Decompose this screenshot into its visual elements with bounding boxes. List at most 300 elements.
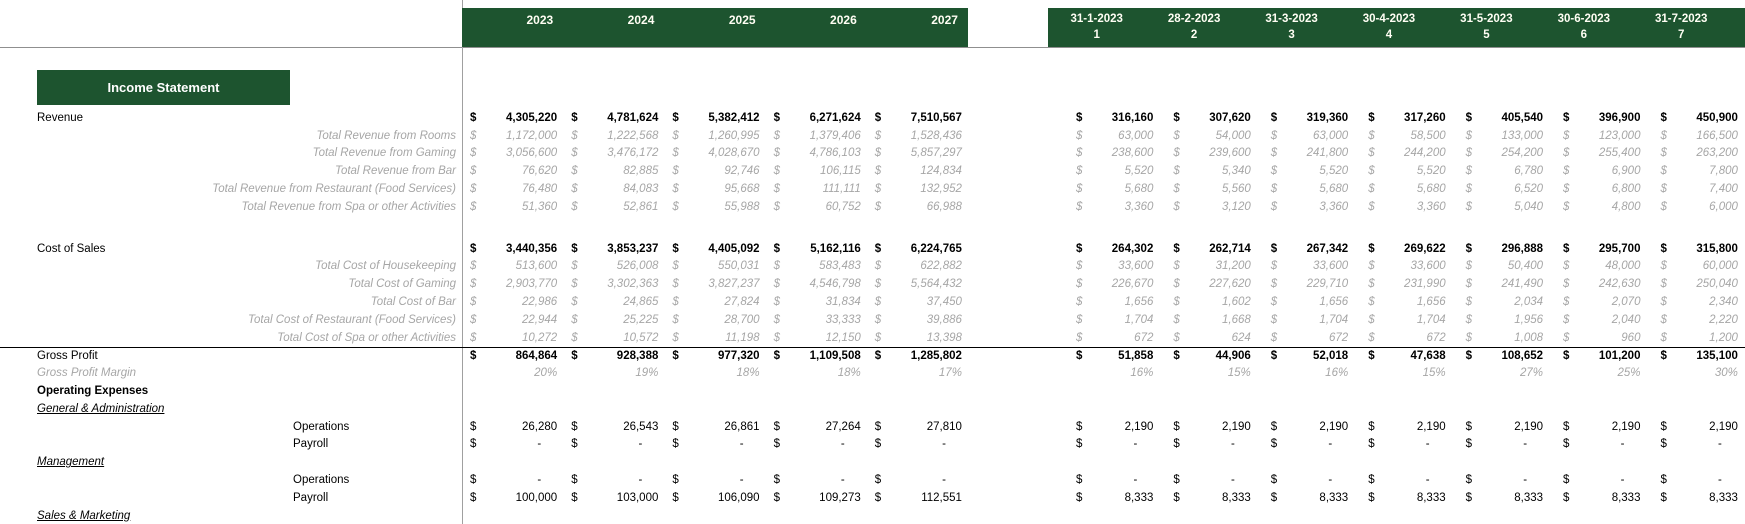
value-cell[interactable] (1063, 492, 1160, 504)
value-cell[interactable] (1355, 492, 1452, 504)
value-cell[interactable] (867, 201, 968, 213)
value-cell[interactable] (462, 421, 563, 433)
currency-symbol: $ (470, 260, 477, 273)
cell-value: 1,956 (1514, 313, 1544, 326)
month-column-header-2[interactable] (1145, 8, 1242, 47)
row-total-revenue-from-bar (0, 162, 1745, 180)
month-column-header-7[interactable] (1633, 8, 1730, 47)
value-cell[interactable] (563, 421, 664, 433)
value-cell[interactable] (1258, 332, 1355, 344)
value-cell[interactable] (1160, 296, 1257, 308)
value-cell[interactable] (1550, 130, 1647, 142)
row-label[interactable]: Payroll (293, 491, 329, 504)
year-column-header-2027[interactable]: 2027 (931, 13, 958, 27)
value-cell[interactable] (766, 165, 867, 177)
value-cell[interactable] (1160, 278, 1257, 290)
value-cell[interactable] (867, 314, 968, 326)
value-cell[interactable] (766, 314, 867, 326)
value-cell[interactable] (462, 201, 563, 213)
row-label[interactable]: Total Cost of Bar (370, 296, 456, 309)
value-cell[interactable] (867, 278, 968, 290)
value-cell[interactable] (766, 296, 867, 308)
value-cell[interactable] (1647, 438, 1744, 450)
month-column-header-1[interactable] (1048, 8, 1145, 47)
value-cell[interactable] (1160, 112, 1257, 124)
value-cell[interactable] (563, 243, 664, 255)
value-cell[interactable] (1647, 296, 1744, 308)
currency-symbol: $ (1465, 242, 1473, 255)
value-cell[interactable] (563, 165, 664, 177)
value-cell[interactable] (1550, 367, 1647, 379)
value-cell[interactable] (766, 243, 867, 255)
row-label[interactable]: Total Cost of Housekeeping (315, 260, 456, 273)
value-cell[interactable] (1550, 296, 1647, 308)
currency-symbol: $ (874, 200, 882, 213)
value-cell[interactable] (1550, 260, 1647, 272)
value-cell[interactable] (1355, 112, 1452, 124)
value-cell[interactable] (766, 367, 867, 379)
value-cell[interactable] (1258, 201, 1355, 213)
value-cell[interactable] (664, 296, 765, 308)
month-column-header-3[interactable] (1243, 8, 1340, 47)
value-cell[interactable] (1453, 112, 1550, 124)
year-column-header-2023[interactable]: 2023 (526, 13, 554, 27)
value-cell[interactable] (867, 112, 968, 124)
currency-symbol: $ (874, 147, 882, 160)
value-cell[interactable] (1647, 260, 1744, 272)
year-column-header-2024[interactable]: 2024 (627, 13, 655, 27)
value-cell[interactable] (1160, 147, 1257, 159)
value-cell[interactable] (563, 474, 664, 486)
value-cell[interactable] (1355, 474, 1452, 486)
value-cell[interactable] (664, 350, 765, 362)
value-cell[interactable] (1160, 438, 1257, 450)
value-cell[interactable] (1647, 332, 1744, 344)
currency-symbol: $ (1465, 278, 1473, 291)
row-label[interactable]: Sales & Marketing (37, 509, 131, 522)
value-cell[interactable] (1355, 165, 1452, 177)
value-cell[interactable] (563, 332, 664, 344)
value-cell[interactable] (1258, 130, 1355, 142)
value-cell[interactable] (1160, 260, 1257, 272)
value-cell[interactable] (1453, 474, 1550, 486)
value-cell[interactable] (766, 278, 867, 290)
value-cell[interactable] (1550, 332, 1647, 344)
value-cell[interactable] (766, 474, 867, 486)
value-cell[interactable] (867, 474, 968, 486)
value-cell[interactable] (1647, 492, 1744, 504)
value-cell[interactable] (766, 112, 867, 124)
row-label[interactable]: Total Cost of Gaming (348, 278, 456, 291)
value-cell[interactable] (766, 350, 867, 362)
cell-value: 24,865 (623, 296, 659, 309)
value-cell[interactable] (1063, 112, 1160, 124)
value-cell[interactable] (664, 165, 765, 177)
value-cell[interactable] (1647, 367, 1744, 379)
value-cell[interactable] (1258, 278, 1355, 290)
value-cell[interactable] (462, 260, 563, 272)
value-cell[interactable] (1160, 183, 1257, 195)
value-cell[interactable] (766, 260, 867, 272)
value-cell[interactable] (1355, 332, 1452, 344)
value-cell[interactable] (462, 332, 563, 344)
value-cell[interactable] (867, 165, 968, 177)
value-cell[interactable] (1063, 260, 1160, 272)
cell-value: 15% (1227, 367, 1251, 380)
value-cell[interactable] (563, 183, 664, 195)
value-cell[interactable] (1258, 438, 1355, 450)
value-cell[interactable] (1355, 367, 1452, 379)
value-cell[interactable] (664, 438, 765, 450)
value-cell[interactable] (1160, 350, 1257, 362)
value-cell[interactable] (1355, 243, 1452, 255)
value-cell[interactable] (563, 438, 664, 450)
cell-value: 316,160 (1111, 111, 1154, 124)
value-cell[interactable] (1647, 474, 1744, 486)
value-cell[interactable] (1550, 350, 1647, 362)
value-cell[interactable] (867, 130, 968, 142)
currency-symbol: $ (1270, 331, 1278, 344)
value-cell[interactable] (664, 332, 765, 344)
value-cell[interactable] (1550, 421, 1647, 433)
value-cell[interactable] (462, 243, 563, 255)
value-cell[interactable] (1063, 350, 1160, 362)
value-cell[interactable] (1063, 201, 1160, 213)
value-cell[interactable] (1647, 183, 1744, 195)
value-cell[interactable] (867, 350, 968, 362)
value-cell[interactable] (1550, 314, 1647, 326)
value-cell[interactable] (1453, 130, 1550, 142)
row-label[interactable]: Operations (293, 474, 350, 487)
row-payroll (0, 436, 1745, 454)
row-label[interactable]: Total Revenue from Spa or other Activities (241, 200, 456, 213)
month-column-header-6[interactable] (1535, 8, 1632, 47)
value-cell[interactable] (1453, 165, 1550, 177)
year-column-header-2025[interactable]: 2025 (728, 13, 756, 27)
value-cell[interactable] (1550, 165, 1647, 177)
value-cell[interactable] (766, 421, 867, 433)
value-cell[interactable] (1063, 367, 1160, 379)
value-cell[interactable] (867, 492, 968, 504)
row-label[interactable]: Total Revenue from Rooms (316, 129, 456, 142)
value-cell[interactable] (1063, 332, 1160, 344)
value-cell[interactable] (1063, 314, 1160, 326)
cell-value: 25,225 (623, 313, 659, 326)
value-cell[interactable] (1453, 314, 1550, 326)
value-cell[interactable] (1453, 492, 1550, 504)
value-cell[interactable] (664, 183, 765, 195)
year-column-header-2026[interactable]: 2026 (830, 13, 857, 27)
value-cell[interactable] (1160, 492, 1257, 504)
value-cell[interactable] (664, 130, 765, 142)
currency-symbol: $ (1368, 491, 1375, 504)
value-cell[interactable] (1355, 278, 1452, 290)
row-label[interactable]: Total Cost of Spa or other Activities (277, 331, 456, 344)
value-cell[interactable] (867, 421, 968, 433)
value-cell[interactable] (1160, 332, 1257, 344)
cell-value: 3,360 (1319, 200, 1349, 213)
value-cell[interactable] (563, 201, 664, 213)
value-cell[interactable] (563, 314, 664, 326)
value-cell[interactable] (664, 367, 765, 379)
value-cell[interactable] (1550, 438, 1647, 450)
value-cell[interactable] (1160, 201, 1257, 213)
currency-symbol: $ (1465, 474, 1473, 487)
currency-symbol: $ (470, 420, 477, 433)
cell-value: 6,271,624 (809, 111, 861, 124)
value-cell[interactable] (1258, 421, 1355, 433)
value-cell[interactable] (1258, 260, 1355, 272)
value-cell[interactable] (1647, 147, 1744, 159)
value-cell[interactable] (664, 112, 765, 124)
row-label[interactable]: Total Revenue from Restaurant (Food Services) (212, 183, 456, 196)
value-cell[interactable] (1550, 112, 1647, 124)
row-label[interactable]: Total Revenue from Bar (334, 165, 456, 178)
value-cell[interactable] (1063, 130, 1160, 142)
value-cell[interactable] (462, 165, 563, 177)
value-cell[interactable] (1258, 243, 1355, 255)
value-cell[interactable] (1160, 165, 1257, 177)
value-cell[interactable] (664, 314, 765, 326)
value-cell[interactable] (664, 147, 765, 159)
value-cell[interactable] (1453, 183, 1550, 195)
value-cell[interactable] (1550, 183, 1647, 195)
value-cell[interactable] (563, 492, 664, 504)
value-cell[interactable] (867, 367, 968, 379)
value-cell[interactable] (1355, 130, 1452, 142)
value-cell[interactable] (1355, 314, 1452, 326)
value-cell[interactable] (1453, 243, 1550, 255)
value-cell[interactable] (1550, 474, 1647, 486)
value-cell[interactable] (563, 112, 664, 124)
value-cell[interactable] (1063, 474, 1160, 486)
value-cell[interactable] (1355, 260, 1452, 272)
value-cell[interactable] (1453, 278, 1550, 290)
value-cell[interactable] (1355, 201, 1452, 213)
value-cell[interactable] (1550, 201, 1647, 213)
cell-value: 5,520 (1416, 165, 1446, 178)
value-cell[interactable] (664, 492, 765, 504)
value-cell[interactable] (462, 183, 563, 195)
value-cell[interactable] (1453, 147, 1550, 159)
value-cell[interactable] (1647, 201, 1744, 213)
value-cell[interactable] (1550, 278, 1647, 290)
value-cell[interactable] (563, 350, 664, 362)
value-cell[interactable] (867, 332, 968, 344)
cell-value: 672 (1426, 331, 1446, 344)
value-cell[interactable] (1647, 243, 1744, 255)
value-cell[interactable] (462, 367, 563, 379)
row-label[interactable]: Total Revenue from Gaming (312, 147, 456, 160)
row-label[interactable]: Operating Expenses (37, 385, 149, 398)
value-cell[interactable] (1355, 296, 1452, 308)
value-cell[interactable] (867, 183, 968, 195)
value-cell[interactable] (766, 492, 867, 504)
row-label[interactable]: Gross Profit Margin (37, 367, 137, 380)
value-cell[interactable] (1063, 278, 1160, 290)
value-cell[interactable] (1258, 183, 1355, 195)
currency-symbol: $ (1075, 438, 1083, 451)
value-cell[interactable] (563, 278, 664, 290)
currency-symbol: $ (773, 491, 780, 504)
value-cell[interactable] (462, 314, 563, 326)
value-cell[interactable] (1453, 421, 1550, 433)
value-cell[interactable] (867, 260, 968, 272)
value-cell[interactable] (766, 147, 867, 159)
value-cell[interactable] (1453, 350, 1550, 362)
month-column-header-5[interactable] (1438, 8, 1535, 47)
value-cell[interactable] (1453, 332, 1550, 344)
currency-symbol: $ (1563, 111, 1570, 124)
value-cell[interactable] (1647, 112, 1744, 124)
value-cell[interactable] (867, 296, 968, 308)
row-label[interactable]: Management (37, 456, 105, 469)
month-column-header-4[interactable] (1340, 8, 1437, 47)
value-cell[interactable] (1063, 147, 1160, 159)
value-cell[interactable] (462, 278, 563, 290)
value-cell[interactable] (664, 278, 765, 290)
cell-value: 108,652 (1501, 349, 1544, 362)
income-statement-title (37, 70, 290, 105)
cell-value: 2,190 (1319, 420, 1349, 433)
value-cell[interactable] (563, 367, 664, 379)
row-label[interactable]: Revenue (37, 111, 84, 124)
cell-value: 8,333 (1514, 491, 1544, 504)
cell-value: 977,320 (717, 349, 760, 362)
value-cell[interactable] (766, 201, 867, 213)
row-total-revenue-from-rooms (0, 127, 1745, 145)
value-cell[interactable] (1550, 492, 1647, 504)
value-cell[interactable] (867, 438, 968, 450)
value-cell[interactable] (1258, 112, 1355, 124)
value-cell[interactable] (664, 260, 765, 272)
value-cell[interactable] (1063, 183, 1160, 195)
value-cell[interactable] (462, 296, 563, 308)
value-cell[interactable] (1063, 438, 1160, 450)
value-cell[interactable] (1258, 165, 1355, 177)
value-cell[interactable] (1063, 243, 1160, 255)
value-cell[interactable] (1647, 350, 1744, 362)
value-cell[interactable] (1258, 474, 1355, 486)
value-cell[interactable] (1258, 147, 1355, 159)
value-cell[interactable] (1355, 183, 1452, 195)
value-cell[interactable] (563, 147, 664, 159)
currency-symbol: $ (1173, 313, 1180, 326)
value-cell[interactable] (867, 147, 968, 159)
value-cell[interactable] (1160, 243, 1257, 255)
value-cell[interactable] (1647, 314, 1744, 326)
cell-value: 54,000 (1215, 129, 1251, 142)
row-label[interactable]: Gross Profit (37, 349, 98, 362)
value-cell[interactable] (1647, 130, 1744, 142)
value-cell[interactable] (462, 474, 563, 486)
value-cell[interactable] (1647, 165, 1744, 177)
cell-value: 1,704 (1319, 313, 1349, 326)
row-payroll (0, 489, 1745, 507)
value-cell[interactable] (1453, 260, 1550, 272)
row-label[interactable]: Operations (293, 420, 350, 433)
value-cell[interactable] (1063, 421, 1160, 433)
value-cell[interactable] (1355, 421, 1452, 433)
currency-symbol: $ (1660, 474, 1667, 487)
value-cell[interactable] (462, 147, 563, 159)
value-cell[interactable] (462, 350, 563, 362)
currency-symbol: $ (672, 313, 679, 326)
value-cell[interactable] (462, 130, 563, 142)
value-cell[interactable] (1355, 147, 1452, 159)
cell-value: 92,746 (724, 165, 760, 178)
value-cell[interactable] (1647, 421, 1744, 433)
value-cell[interactable] (766, 332, 867, 344)
value-cell[interactable] (1160, 130, 1257, 142)
value-cell[interactable] (1258, 314, 1355, 326)
value-cell[interactable] (1647, 278, 1744, 290)
value-cell[interactable] (664, 201, 765, 213)
value-cell[interactable] (1160, 314, 1257, 326)
value-cell[interactable] (766, 438, 867, 450)
value-cell[interactable] (1160, 474, 1257, 486)
value-cell[interactable] (1550, 243, 1647, 255)
value-cell[interactable] (1355, 438, 1452, 450)
value-cell[interactable] (664, 243, 765, 255)
row-label[interactable]: Cost of Sales (37, 242, 106, 255)
value-cell[interactable] (1453, 201, 1550, 213)
currency-symbol: $ (1563, 491, 1570, 504)
value-cell[interactable] (1258, 296, 1355, 308)
value-cell[interactable] (462, 438, 563, 450)
value-cell[interactable] (1453, 367, 1550, 379)
currency-symbol: $ (1368, 183, 1375, 196)
cell-value: 319,360 (1306, 111, 1349, 124)
cell-value: 1,528,436 (910, 129, 962, 142)
value-cell[interactable] (1453, 438, 1550, 450)
value-cell[interactable] (1160, 421, 1257, 433)
cell-value: 1,109,508 (809, 349, 861, 362)
cell-value: 1,656 (1416, 296, 1446, 309)
value-cell[interactable] (563, 296, 664, 308)
value-cell[interactable] (1063, 296, 1160, 308)
value-cell[interactable] (766, 130, 867, 142)
value-cell[interactable] (1063, 165, 1160, 177)
value-cell[interactable] (1160, 367, 1257, 379)
value-cell[interactable] (462, 492, 563, 504)
value-cell[interactable] (462, 112, 563, 124)
value-cell[interactable] (766, 183, 867, 195)
value-cell[interactable] (1355, 350, 1452, 362)
value-cell[interactable] (664, 474, 765, 486)
row-gross-profit-margin (0, 364, 1745, 382)
currency-symbol: $ (874, 111, 882, 124)
row-label[interactable]: General & Administration (37, 402, 165, 415)
value-cell[interactable] (1258, 492, 1355, 504)
value-cell[interactable] (867, 243, 968, 255)
currency-symbol: $ (1563, 474, 1570, 487)
value-cell[interactable] (1258, 367, 1355, 379)
row-label[interactable]: Total Cost of Restaurant (Food Services) (248, 313, 456, 326)
currency-symbol: $ (1368, 200, 1375, 213)
currency-symbol: $ (1660, 313, 1667, 326)
value-cell[interactable] (1550, 147, 1647, 159)
value-cell[interactable] (664, 421, 765, 433)
currency-symbol: $ (1465, 313, 1473, 326)
currency-symbol: $ (1368, 278, 1375, 291)
value-cell[interactable] (563, 260, 664, 272)
value-cell[interactable] (563, 130, 664, 142)
value-cell[interactable] (1453, 296, 1550, 308)
value-cell[interactable] (1258, 350, 1355, 362)
currency-symbol: $ (672, 129, 679, 142)
row-label[interactable]: Payroll (293, 438, 329, 451)
